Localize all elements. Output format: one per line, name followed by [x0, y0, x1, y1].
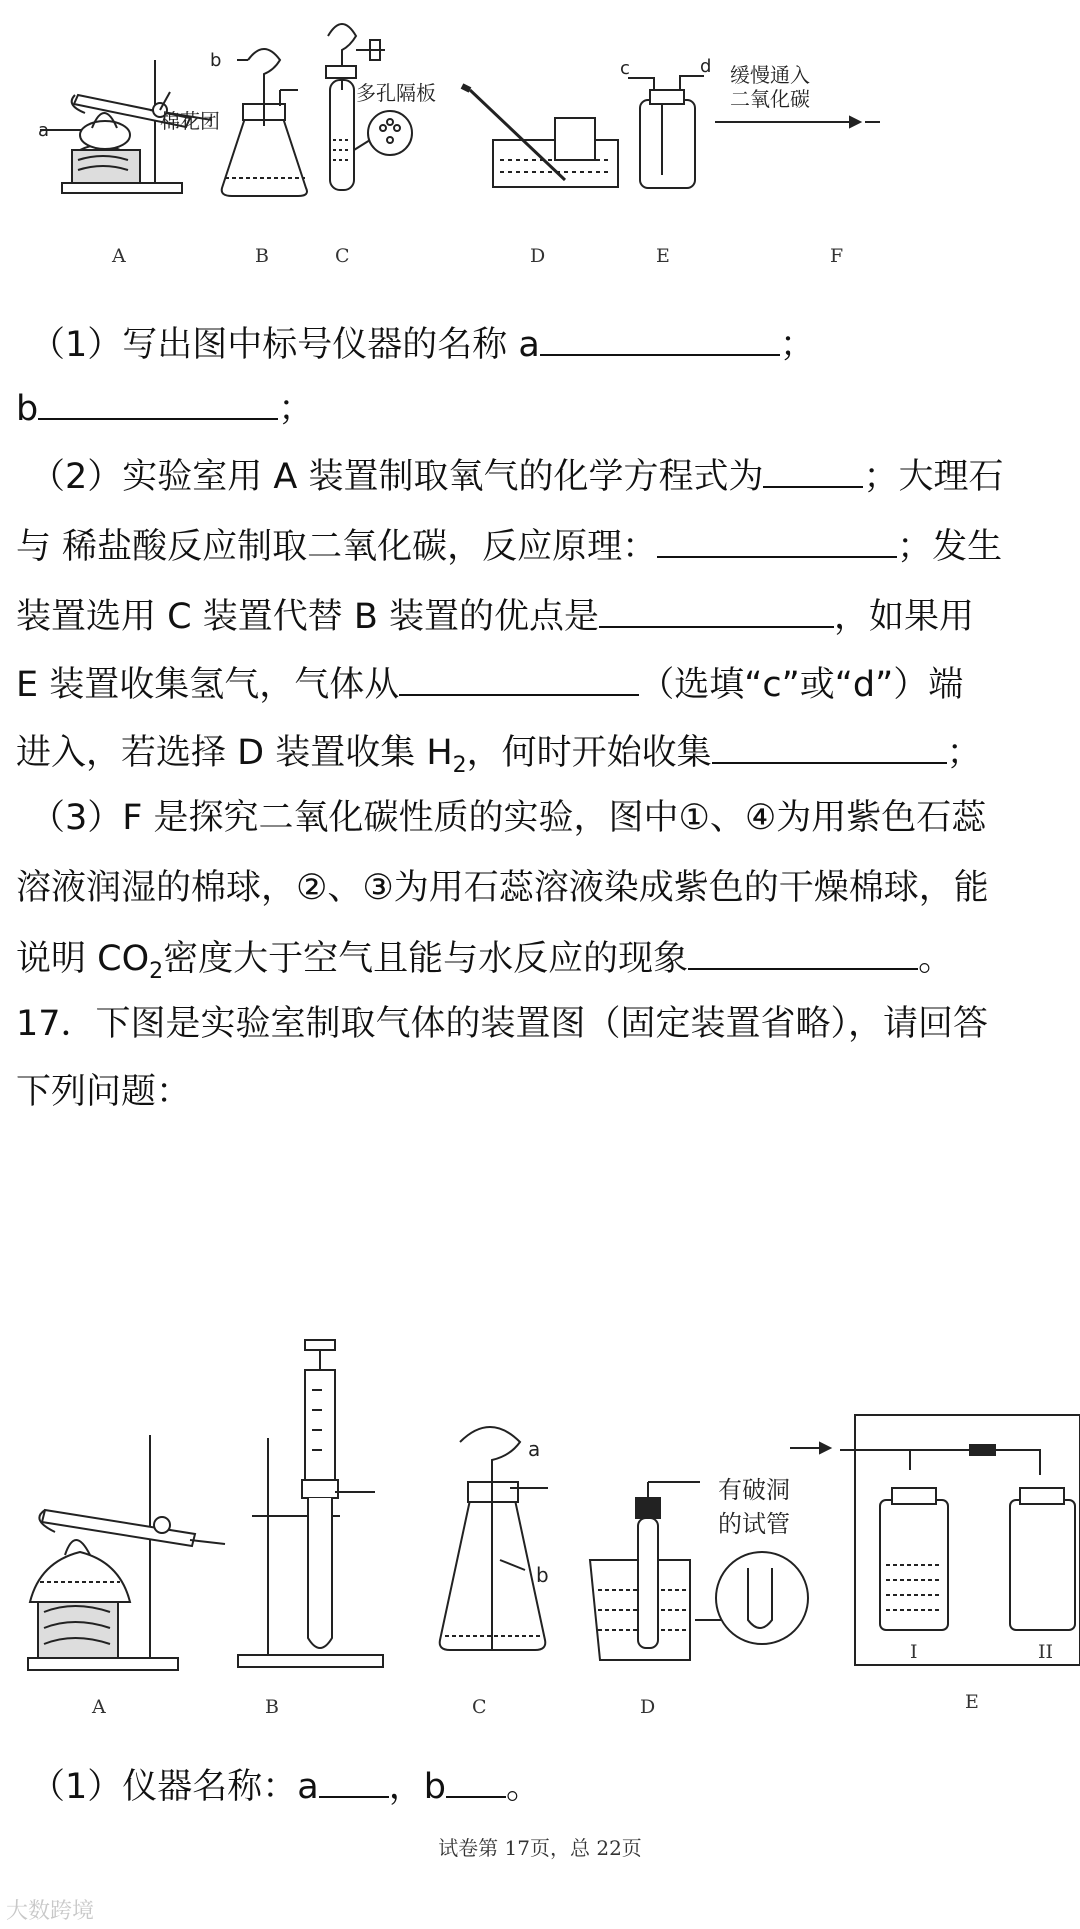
- q17-title-l2-text: 下列问题：: [16, 1072, 192, 1112]
- q16-p2-l4-text: E 装置收集氢气，气体从: [16, 665, 400, 705]
- fig2-apparatus-b: [238, 1340, 383, 1667]
- q16-p2-l1-text: （2）实验室用 A 装置制取氧气的化学方程式为: [30, 457, 764, 497]
- q16-p3-l3-mid: 密度大于空气且能与水反应的现象: [163, 939, 689, 979]
- blank-advantage[interactable]: [599, 592, 834, 628]
- watermark: 大数跨境: [6, 1899, 95, 1924]
- fig2-caption-e: E: [965, 1691, 979, 1713]
- q16-part3-line3: [16, 934, 1066, 994]
- label-slow-line2: 二氧化碳: [730, 87, 810, 111]
- label-porous-plate: 多孔隔板: [356, 81, 436, 105]
- q16-p3-l1-text: （3）F 是探究二氧化碳性质的实验，图中①、④为用紫色石蕊: [30, 798, 987, 838]
- q17-title-line2: [16, 1070, 1066, 1114]
- caption-f: F: [830, 245, 844, 267]
- blank-inlet[interactable]: [399, 660, 639, 696]
- q16-part1-line2: [16, 384, 1066, 431]
- blank-17-b[interactable]: [446, 1762, 506, 1798]
- q16-p1-l2-text: b: [16, 389, 39, 429]
- q16-p1-l1-text: （1）写出图中标号仪器的名称 a: [30, 325, 540, 365]
- label-c: c: [620, 58, 630, 79]
- figure-1-apparatus: [0, 0, 1080, 272]
- label-d: d: [700, 56, 712, 77]
- blank-co2-principle[interactable]: [657, 522, 897, 558]
- q16-p3-l2-text: 溶液润湿的棉球，②、③为用石蕊溶液染成紫色的干燥棉球，能: [16, 868, 989, 908]
- fig2-apparatus-e: [790, 1415, 1080, 1665]
- q16-part3-line1: [16, 796, 1080, 840]
- q16-p2-l3-end: ，如果用: [833, 597, 974, 637]
- fig2-tube-label-2: 的试管: [718, 1510, 790, 1538]
- q16-part1-line1: [16, 320, 1080, 367]
- apparatus-b-flask: [222, 49, 307, 196]
- caption-e: E: [656, 245, 670, 267]
- q17-p1-end: 。: [505, 1767, 541, 1807]
- page-footer: 试卷第 17页，总 22页: [438, 1836, 642, 1860]
- fig2-caption-d: D: [640, 1696, 656, 1718]
- q16-p3-l3-end: 。: [918, 939, 954, 979]
- label-a: a: [38, 120, 50, 141]
- fig2-label-a: a: [528, 1437, 541, 1461]
- q16-p2-l4-end: （选填“c”或“d”）端: [639, 665, 964, 705]
- fig2-bottle-ii: II: [1038, 1641, 1054, 1663]
- apparatus-d-trough: [462, 86, 618, 187]
- fig2-apparatus-a: [28, 1435, 225, 1670]
- blank-17-a[interactable]: [319, 1762, 389, 1798]
- apparatus-e-bottle: [628, 76, 704, 188]
- q17-part1: [16, 1762, 1080, 1809]
- blank-collect-time[interactable]: [712, 728, 947, 764]
- q16-part2-line5: [16, 728, 1066, 788]
- q16-p1-l2-end: ；: [278, 389, 314, 429]
- blank-oxygen-equation[interactable]: [763, 452, 863, 488]
- q17-title-line1: [16, 1002, 1066, 1046]
- fig2-bottle-i: I: [910, 1641, 918, 1663]
- q16-h2-subscript: 2: [452, 753, 467, 778]
- figure-2-apparatus: [0, 1320, 1080, 1740]
- apparatus-c-tube: [326, 24, 412, 190]
- apparatus-f-arrow: [715, 117, 880, 127]
- caption-a: A: [112, 245, 126, 267]
- q16-p2-l5-end: ；: [946, 733, 982, 773]
- q16-part2-line4: [16, 660, 1066, 707]
- caption-b: B: [255, 245, 269, 267]
- label-b: b: [210, 50, 222, 71]
- fig2-caption-b: B: [265, 1696, 279, 1718]
- fig2-caption-c: C: [472, 1696, 487, 1718]
- fig2-caption-a: A: [92, 1696, 106, 1718]
- q17-title-l1-text: 17．下图是实验室制取气体的装置图（固定装置省略），请回答: [16, 1004, 989, 1044]
- q16-part2-line2: [16, 522, 1066, 569]
- q17-p1-text: （1）仪器名称：a: [30, 1767, 319, 1807]
- fig2-label-b: b: [536, 1563, 549, 1587]
- q16-co2-subscript: 2: [149, 959, 164, 984]
- q16-part3-line2: [16, 866, 1066, 910]
- caption-d: D: [530, 245, 546, 267]
- q16-part2-line3: [16, 592, 1066, 639]
- q16-p1-l1-end: ；: [779, 325, 815, 365]
- fig2-apparatus-d: [590, 1482, 808, 1660]
- label-cotton: 棉花团: [160, 109, 220, 133]
- blank-b[interactable]: [38, 384, 278, 420]
- q16-p2-l2-text: 与 稀盐酸反应制取二氧化碳，反应原理：: [16, 527, 658, 567]
- q16-p2-l5-mid: ，何时开始收集: [466, 733, 712, 773]
- q16-p2-l2-end: ；发生: [897, 527, 1003, 567]
- q16-part2-line1: [16, 452, 1080, 499]
- fig2-tube-label-1: 有破洞: [718, 1476, 790, 1504]
- q17-p1-mid: ，b: [388, 1767, 446, 1807]
- q16-p3-l3-text: 说明 CO: [16, 939, 150, 979]
- blank-a[interactable]: [540, 320, 780, 356]
- blank-phenomenon[interactable]: [688, 934, 918, 970]
- label-slow-line1: 缓慢通入: [730, 63, 810, 87]
- q16-p2-l5-text: 进入，若选择 D 装置收集 H: [16, 733, 453, 773]
- caption-c: C: [335, 245, 350, 267]
- q16-p2-l3-text: 装置选用 C 装置代替 B 装置的优点是: [16, 597, 599, 637]
- q16-p2-l1-end: ；大理石: [863, 457, 1004, 497]
